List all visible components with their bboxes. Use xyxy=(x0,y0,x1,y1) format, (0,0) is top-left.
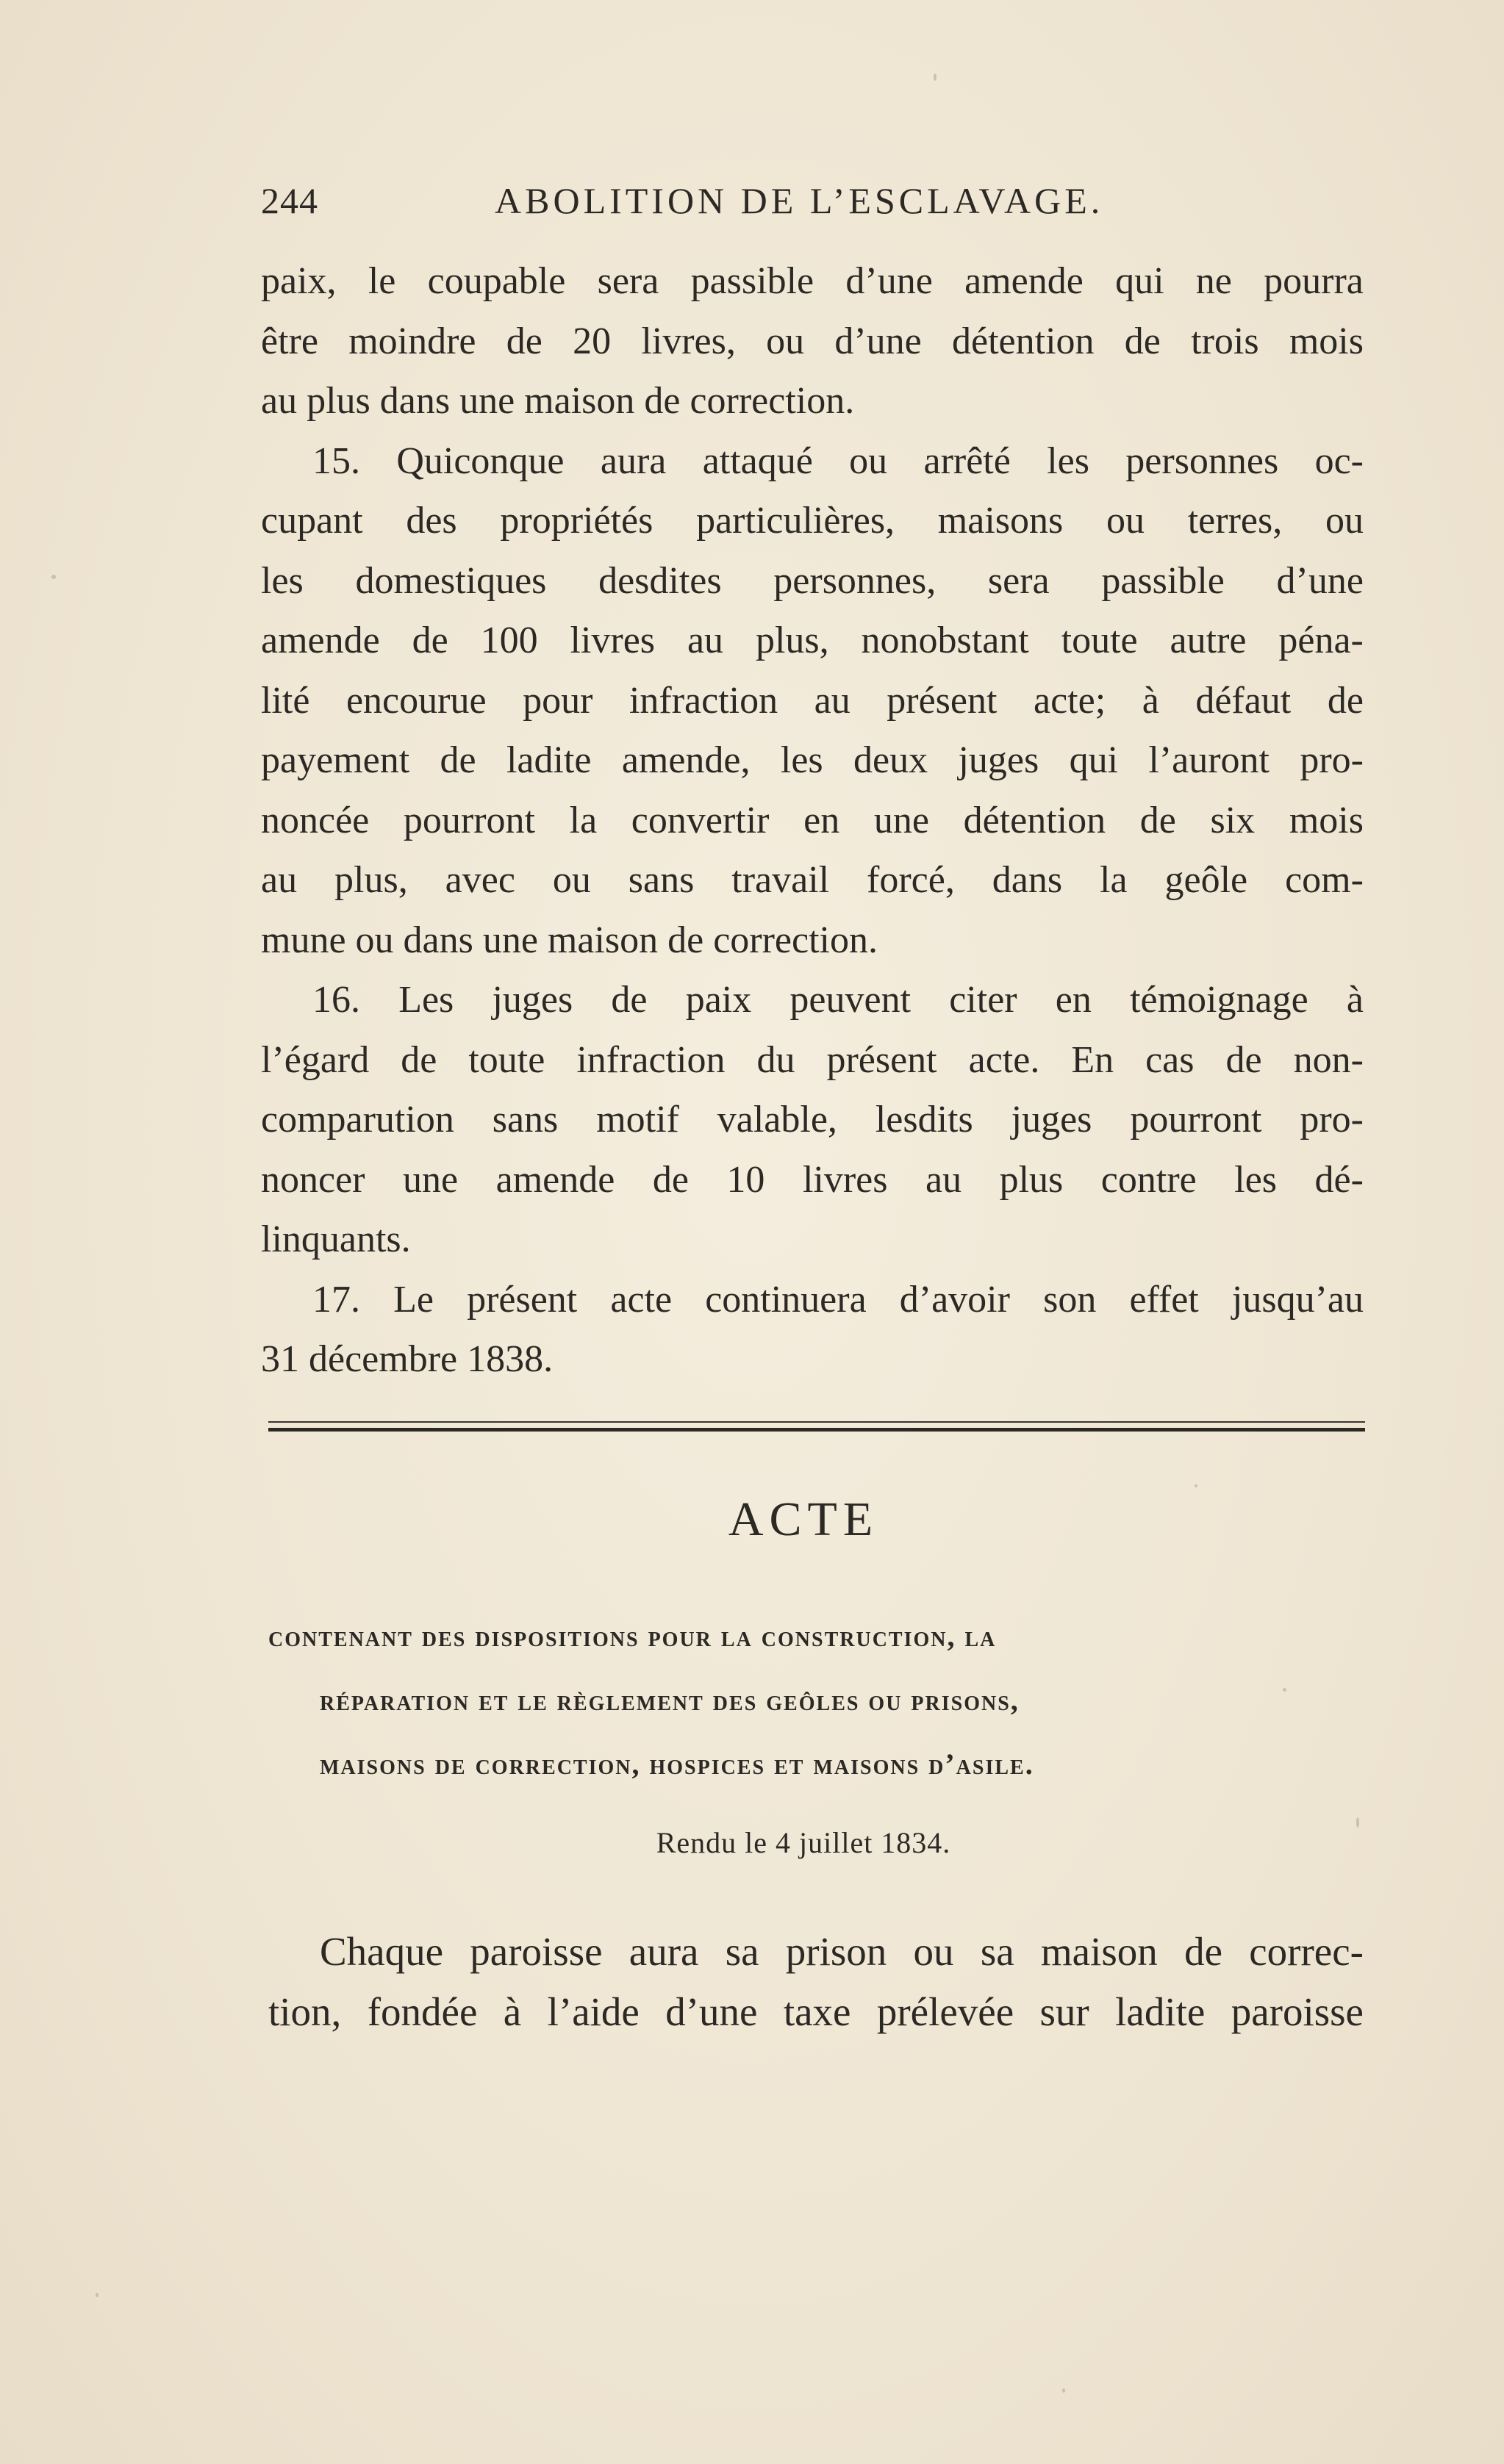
line-text xyxy=(261,491,1364,551)
word: six xyxy=(1210,799,1256,841)
subtitle-line xyxy=(268,1732,1364,1796)
word: pourront xyxy=(1130,1099,1262,1141)
word: taxe xyxy=(783,1989,851,2034)
word: citer xyxy=(949,979,1017,1021)
section-divider xyxy=(268,1421,1365,1432)
word: com- xyxy=(1285,859,1364,901)
word: de xyxy=(652,1158,689,1201)
word: de xyxy=(440,739,476,781)
word: sera xyxy=(597,260,659,302)
word: de xyxy=(1184,1929,1222,1974)
word: amende xyxy=(261,619,380,661)
word: personnes xyxy=(1125,439,1279,482)
word: dans xyxy=(992,859,1063,901)
text-line xyxy=(261,850,1364,910)
word: la xyxy=(1100,859,1128,901)
word: prison xyxy=(785,1929,887,1974)
word: continuera xyxy=(705,1278,867,1321)
line-text xyxy=(261,551,1364,611)
word: comparution xyxy=(261,1099,454,1141)
word: d’une xyxy=(845,260,933,302)
word: attaqué xyxy=(702,439,813,482)
word: travail xyxy=(731,859,830,901)
word: prélevée xyxy=(876,1989,1014,2034)
subtitle-line xyxy=(268,1668,1364,1732)
word: au xyxy=(261,859,298,901)
word: de xyxy=(1327,679,1364,722)
word: sur xyxy=(1039,1989,1089,2034)
word: 17. xyxy=(312,1278,360,1321)
word: geôle xyxy=(1164,859,1248,901)
page-number: 244 xyxy=(261,180,318,221)
word: trois xyxy=(1191,320,1259,362)
paper-speck xyxy=(1062,2388,1065,2393)
word: Quiconque xyxy=(396,439,565,482)
word: amende xyxy=(495,1158,615,1201)
word: présent xyxy=(887,679,998,722)
word: juges xyxy=(492,979,573,1021)
text-line xyxy=(261,1270,1364,1330)
text-line xyxy=(261,312,1364,372)
word: paix xyxy=(685,979,752,1021)
word: tion, xyxy=(268,1989,342,2034)
word: d’une xyxy=(665,1989,758,2034)
word: 16. xyxy=(312,979,360,1021)
word: défaut xyxy=(1195,679,1292,722)
word: dé- xyxy=(1314,1158,1364,1201)
word: au xyxy=(814,679,851,722)
word: l’égard xyxy=(261,1038,370,1081)
word: forcé, xyxy=(867,859,955,901)
word: sera xyxy=(987,559,1050,602)
word: de xyxy=(1124,320,1161,362)
word: ou xyxy=(1325,500,1364,542)
body-text xyxy=(261,251,1364,1390)
word: qui xyxy=(1069,739,1119,781)
word: plus, xyxy=(334,859,408,901)
line-text xyxy=(320,1922,1364,1982)
word: de xyxy=(1225,1038,1262,1081)
word: en xyxy=(1055,979,1092,1021)
line-text xyxy=(312,431,1364,492)
word: coupable xyxy=(427,260,566,302)
act-subtitle xyxy=(268,1604,1364,1796)
word: non- xyxy=(1293,1038,1364,1081)
word: payement xyxy=(261,739,410,781)
word: présent xyxy=(467,1278,578,1321)
word: son xyxy=(1043,1278,1097,1321)
act-text xyxy=(268,1922,1364,2042)
word: passible xyxy=(1101,559,1225,602)
text-line xyxy=(261,1090,1364,1150)
line-text xyxy=(312,1270,1364,1330)
word: une xyxy=(873,799,929,841)
word: amende xyxy=(964,260,1084,302)
word: d’une xyxy=(834,320,922,362)
running-head xyxy=(261,179,1128,231)
word: aura xyxy=(629,1929,699,1974)
paper-speck xyxy=(1195,1484,1197,1487)
word: plus, xyxy=(755,619,829,661)
line-text: linquants. xyxy=(261,1218,411,1260)
word: infraction xyxy=(576,1038,726,1081)
line-text xyxy=(261,1150,1364,1210)
word: détention xyxy=(963,799,1106,841)
word: à xyxy=(503,1989,522,2034)
word: présent xyxy=(826,1038,937,1081)
word: terres, xyxy=(1187,500,1283,542)
word: maisons xyxy=(937,500,1064,542)
text-line xyxy=(261,671,1364,731)
text-line xyxy=(261,730,1364,791)
word: acte. xyxy=(968,1038,1040,1081)
word: les xyxy=(780,739,823,781)
word: les xyxy=(1047,439,1089,482)
word: Chaque xyxy=(320,1929,444,1974)
word: paix, xyxy=(261,260,337,302)
divider-thick-rule xyxy=(268,1428,1365,1432)
text-line xyxy=(261,371,1364,431)
word: moindre xyxy=(348,320,476,362)
word: cupant xyxy=(261,500,363,542)
word: convertir xyxy=(631,799,770,841)
word: au xyxy=(925,1158,962,1201)
subtitle-text: maisons de correction, hospices et maisons d’asile. xyxy=(320,1748,1034,1781)
text-line xyxy=(261,791,1364,851)
word: mois xyxy=(1289,799,1364,841)
text-line xyxy=(261,491,1364,551)
word: ne xyxy=(1195,260,1232,302)
word: sa xyxy=(980,1929,1014,1974)
word: être xyxy=(261,320,318,362)
word: d’avoir xyxy=(899,1278,1010,1321)
word: fondée xyxy=(367,1989,478,2034)
word: personnes, xyxy=(773,559,937,602)
word: ladite xyxy=(1115,1989,1206,2034)
subtitle-line xyxy=(268,1604,1364,1668)
word: amende, xyxy=(621,739,751,781)
word: de xyxy=(401,1038,437,1081)
paper-speck xyxy=(1356,1817,1359,1828)
line-text xyxy=(261,791,1364,851)
text-line xyxy=(261,611,1364,671)
text-line xyxy=(268,1922,1364,1982)
word: lesdits xyxy=(875,1099,973,1141)
paper-speck xyxy=(1283,1688,1286,1692)
word: contre xyxy=(1100,1158,1197,1201)
word: 10 xyxy=(726,1158,765,1201)
word: maison xyxy=(1040,1929,1158,1974)
word: cas xyxy=(1145,1038,1195,1081)
word: valable, xyxy=(717,1099,837,1141)
text-line xyxy=(261,1210,1364,1270)
word: pro- xyxy=(1300,1099,1364,1141)
word: à xyxy=(1346,979,1364,1021)
text-line xyxy=(261,970,1364,1030)
line-text xyxy=(261,312,1364,372)
word: l’aide xyxy=(547,1989,640,2034)
word: juges xyxy=(958,739,1039,781)
paper-speck xyxy=(96,2293,99,2297)
word: autre xyxy=(1170,619,1247,661)
word: pourra xyxy=(1264,260,1364,302)
word: détention xyxy=(952,320,1095,362)
word: ou xyxy=(1106,500,1145,542)
word: sans xyxy=(628,859,695,901)
word: les xyxy=(1234,1158,1278,1201)
word: jusqu’au xyxy=(1231,1278,1364,1321)
word: nonobstant xyxy=(861,619,1029,661)
word: acte; xyxy=(1034,679,1106,722)
text-line xyxy=(261,431,1364,492)
word: motif xyxy=(596,1099,679,1141)
word: particulières, xyxy=(696,500,895,542)
word: le xyxy=(368,260,396,302)
word: plus xyxy=(999,1158,1064,1201)
word: encourue xyxy=(345,679,487,722)
word: 100 xyxy=(480,619,538,661)
word: témoignage xyxy=(1130,979,1308,1021)
word: d’une xyxy=(1276,559,1364,602)
word: lité xyxy=(261,679,310,722)
word: propriétés xyxy=(500,500,653,542)
word: pourront xyxy=(403,799,535,841)
word: oc- xyxy=(1314,439,1364,482)
subtitle-text: réparation et le règlement des geôles ou prisons, xyxy=(320,1684,1020,1717)
divider-thin-rule xyxy=(268,1421,1365,1423)
word: livres, xyxy=(641,320,736,362)
text-line xyxy=(261,1030,1364,1091)
word: Les xyxy=(398,979,454,1021)
word: une xyxy=(403,1158,459,1201)
act-title: ACTE xyxy=(728,1493,879,1546)
text-line xyxy=(261,1150,1364,1210)
text-line xyxy=(268,1982,1364,2042)
text-line xyxy=(261,1329,1364,1390)
word: aura xyxy=(600,439,667,482)
word: noncée xyxy=(261,799,370,841)
paper-speck xyxy=(51,575,56,579)
line-text xyxy=(261,1030,1364,1091)
word: à xyxy=(1142,679,1159,722)
line-text: 31 décembre 1838. xyxy=(261,1338,554,1380)
word: domestiques xyxy=(355,559,547,602)
line-text xyxy=(261,671,1364,731)
line-text xyxy=(312,970,1364,1030)
word: ou xyxy=(913,1929,954,1974)
word: 20 xyxy=(573,320,612,362)
word: toute xyxy=(1061,619,1138,661)
word: ladite xyxy=(506,739,592,781)
word: de xyxy=(611,979,648,1021)
word: au xyxy=(687,619,724,661)
word: livres xyxy=(802,1158,888,1201)
line-text xyxy=(261,251,1364,312)
word: infraction xyxy=(629,679,778,722)
word: les xyxy=(261,559,304,602)
word: toute xyxy=(468,1038,545,1081)
word: livres xyxy=(570,619,656,661)
word: noncer xyxy=(261,1158,365,1201)
word: arrêté xyxy=(923,439,1011,482)
word: paroisse xyxy=(470,1929,603,1974)
line-text xyxy=(261,730,1364,791)
text-line xyxy=(261,551,1364,611)
word: des xyxy=(406,500,457,542)
word: ou xyxy=(766,320,805,362)
word: pour xyxy=(523,679,593,722)
word: en xyxy=(803,799,840,841)
line-text xyxy=(261,611,1364,671)
line-text: mune ou dans une maison de correction. xyxy=(261,919,878,961)
line-text xyxy=(261,1090,1364,1150)
line-text xyxy=(261,850,1364,910)
word: mois xyxy=(1289,320,1364,362)
word: l’auront xyxy=(1148,739,1270,781)
word: de xyxy=(412,619,448,661)
word: effet xyxy=(1129,1278,1199,1321)
word: correc- xyxy=(1249,1929,1364,1974)
subtitle-text: contenant des dispositions pour la construction, la xyxy=(268,1620,997,1653)
word: ou xyxy=(849,439,888,482)
word: pro- xyxy=(1300,739,1364,781)
word: qui xyxy=(1115,260,1164,302)
line-text: au plus dans une maison de correction. xyxy=(261,380,855,422)
paper-speck xyxy=(934,73,937,81)
word: ou xyxy=(552,859,591,901)
word: Le xyxy=(393,1278,434,1321)
word: peuvent xyxy=(789,979,912,1021)
word: du xyxy=(756,1038,795,1081)
word: passible xyxy=(690,260,814,302)
word: En xyxy=(1071,1038,1114,1081)
word: sa xyxy=(725,1929,759,1974)
word: péna- xyxy=(1278,619,1364,661)
word: 15. xyxy=(312,439,360,482)
word: acte xyxy=(610,1278,673,1321)
running-title: ABOLITION DE L’ESCLAVAGE. xyxy=(495,180,1104,221)
word: juges xyxy=(1011,1099,1092,1141)
line-text xyxy=(268,1982,1364,2042)
word: paroisse xyxy=(1231,1989,1364,2034)
word: de xyxy=(506,320,542,362)
act-date: Rendu le 4 juillet 1834. xyxy=(656,1826,951,1859)
word: avec xyxy=(445,859,515,901)
word: sans xyxy=(492,1099,559,1141)
text-line xyxy=(261,910,1364,971)
word: desdites xyxy=(598,559,722,602)
word: deux xyxy=(853,739,928,781)
text-line xyxy=(261,251,1364,312)
word: la xyxy=(569,799,598,841)
word: de xyxy=(1139,799,1176,841)
